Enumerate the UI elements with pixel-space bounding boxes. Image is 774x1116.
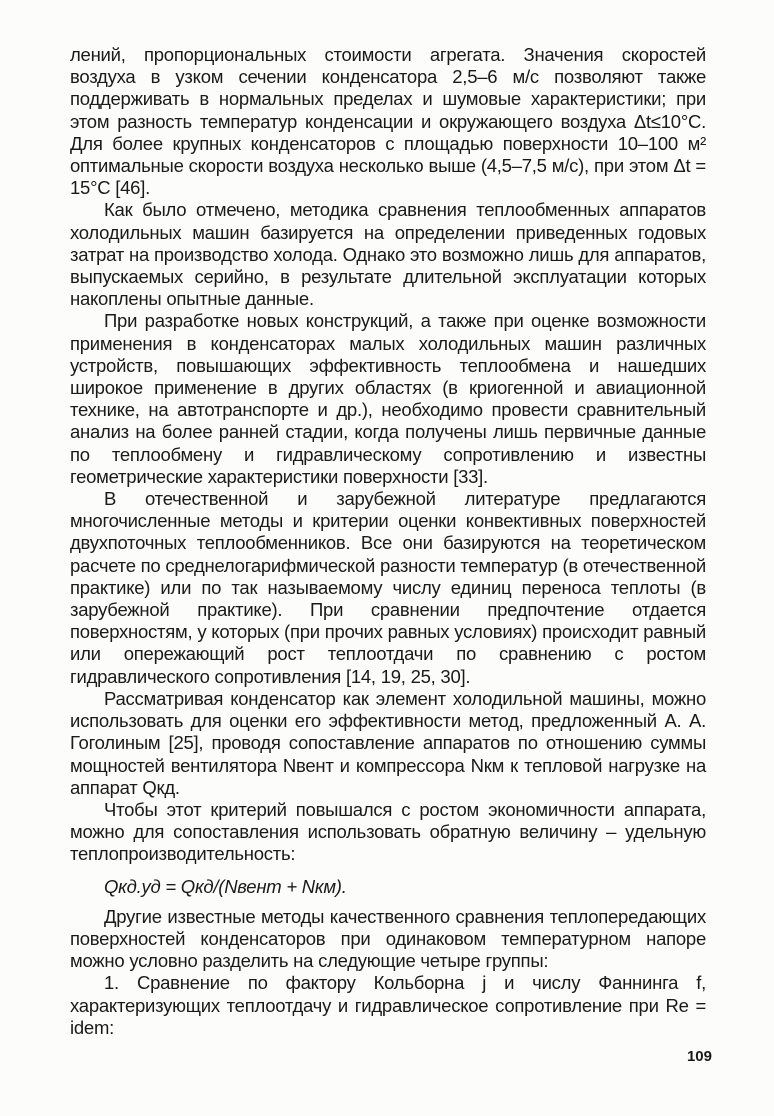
- paragraph-method-comparison: Как было отмечено, методика сравнения теплообменных аппаратов холодильных машин базируется на определении приведенных годовых затрат на производство холода. Однако это возможно лишь для аппаратов, выпускаемых серийно, в результате длительной эксплуатации которых накоплены опытные данные.: [70, 199, 706, 310]
- paragraph-gogolin-method: Рассматривая конденсатор как элемент холодильной машины, можно использовать для оценки его эффективности метод, предложенный А. А. Гоголиным [25], проводя сопоставление аппаратов по отношению суммы мощностей вентилятора Nвент и компрессора Nкм к тепловой нагрузке на аппарат Qкд.: [70, 687, 706, 798]
- paragraph-literature-methods: В отечественной и зарубежной литературе предлагаются многочисленные методы и критерии оценки конвективных поверхностей двухпоточных теплообменников. Все они базируются на теоретическом расчете по среднелогарифмической разности температур (в отечественной практике) или по так называемому числу единиц переноса теплоты (в зарубежной практике). При сравнении предпочтение отдается поверхностям, у которых (при прочих равных условиях) происходит равный или опережающий рост теплоотдачи по сравнению с ростом гидравлического сопротивления [14, 19, 25, 30].: [70, 488, 707, 687]
- paragraph-continuation: лений, пропорциональных стоимости агрегата. Значения скоростей воздуха в узком сечении конденсатора 2,5–6 м/с позволяют также поддерживать в нормальных пределах и шумовые характеристики; при этом разность температур конденсации и окружающего воздуха Δt≤10°С. Для более крупных конденсаторов с площадью поверхности 10–100 м² оптимальные скорости воздуха несколько выше (4,5–7,5 м/с), при этом Δt = 15°С [46].: [70, 44, 706, 199]
- body-text: [70, 44, 706, 1039]
- paragraph-other-methods: Другие известные методы качественного сравнения теплопередающих поверхностей конденсаторов при одинаковом температурном напоре можно условно разделить на следующие четыре группы:: [70, 905, 706, 972]
- paragraph-new-designs: При разработке новых конструкций, а также при оценке возможности применения в конденсаторах малых холодильных машин различных устройств, повышающих эффективность теплообмена и нашедших широкое применение в других областях (в криогенной и авиационной технике, на автотранспорте и др.), необходимо провести сравнительный анализ на более ранней стадии, когда получены лишь первичные данные по теплообмену и гидравлическому сопротивлению и известны геометрические характеристики поверхности [33].: [70, 310, 706, 487]
- page-number: 109: [686, 1048, 712, 1065]
- paragraph-criterion: Чтобы этот критерий повышался с ростом экономичности аппарата, можно для сопоставления использовать обратную величину – удельную теплопроизводительность:: [70, 798, 706, 865]
- paragraph-list-item-1: 1. Сравнение по фактору Кольборна j и числу Фаннинга f, характеризующих теплоотдачу и гидравлическое сопротивление при Re = idem:: [70, 972, 706, 1038]
- formula-specific-capacity: Qкд.уд = Qкд/(Nвент + Nкм).: [104, 875, 347, 897]
